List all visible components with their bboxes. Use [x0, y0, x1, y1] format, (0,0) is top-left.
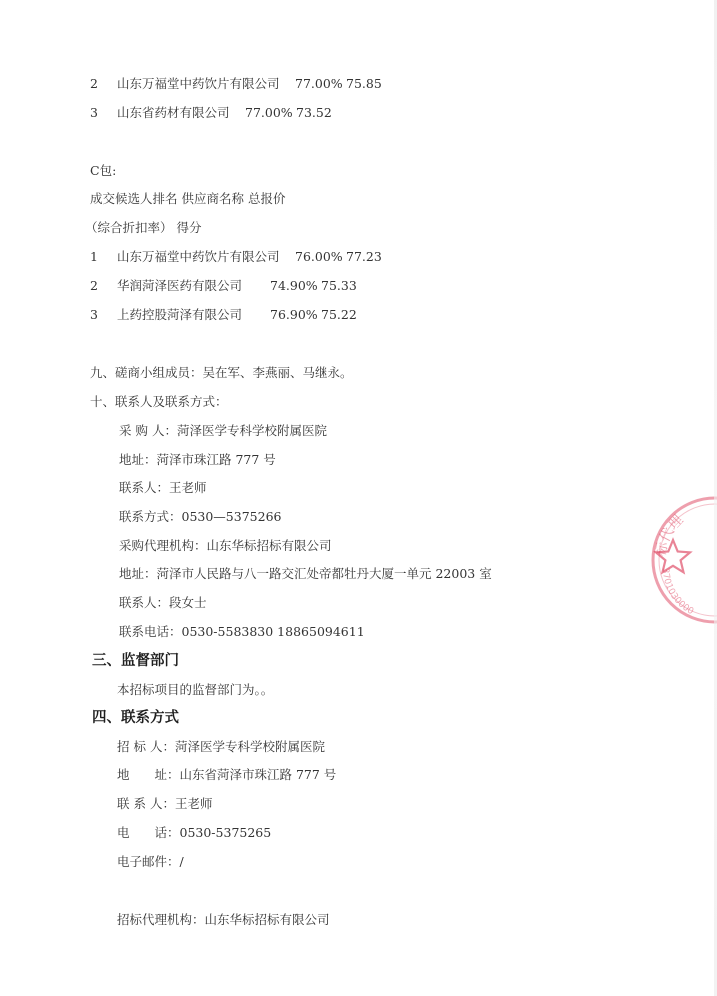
contact-phone: 电 话：0530-5375265 — [117, 825, 272, 840]
c-row-3-score: 75.22 — [321, 307, 357, 322]
c-row-2-company: 华润菏泽医药有限公司 — [117, 278, 243, 293]
b-row-2-rank: 2 — [90, 76, 98, 91]
c-row-1-discount: 76.00% — [295, 249, 343, 264]
c-package-title: C包: — [90, 163, 117, 178]
c-row-1-score: 77.23 — [346, 249, 382, 264]
b-row-2-company: 山东万福堂中药饮片有限公司 — [117, 76, 280, 91]
b-row-2-score: 75.85 — [346, 76, 382, 91]
contact-email: 电子邮件：/ — [117, 854, 184, 869]
c-package-header-2: （综合折扣率） 得分 — [85, 220, 202, 235]
supervision-text: 本招标项目的监督部门为。。 — [117, 682, 274, 697]
section-10-buyer-address: 地址：菏泽市珠江路 777 号 — [119, 452, 276, 467]
c-row-1-rank: 1 — [90, 249, 98, 264]
contact-tenderer: 招 标 人：菏泽医学专科学校附属医院 — [117, 739, 325, 754]
b-row-3-score: 73.52 — [296, 105, 332, 120]
section-10-title: 十、联系人及联系方式： — [90, 394, 228, 409]
section-10-agency-contact: 联系人：段女士 — [119, 595, 207, 610]
supervision-heading: 三、监督部门 — [92, 653, 179, 669]
official-seal — [645, 490, 717, 630]
section-9-panel-members: 九、磋商小组成员：吴在军、李燕丽、马继永。 — [90, 365, 353, 380]
contact-agency: 招标代理机构：山东华标招标有限公司 — [117, 912, 330, 927]
b-row-3-rank: 3 — [90, 105, 98, 120]
b-row-3-discount: 77.00% — [245, 105, 293, 120]
section-10-agency: 采购代理机构：山东华标招标有限公司 — [119, 538, 332, 553]
c-package-header-1: 成交候选人排名 供应商名称 总报价 — [90, 191, 286, 206]
b-row-3-company: 山东省药材有限公司 — [117, 105, 230, 120]
section-10-agency-phone: 联系电话：0530-5583830 18865094611 — [119, 624, 365, 639]
section-10-buyer-phone: 联系方式：0530—5375266 — [119, 509, 282, 524]
b-row-2-discount: 77.00% — [295, 76, 343, 91]
section-10-agency-address: 地址：菏泽市人民路与八一路交汇处帝都牡丹大厦一单元 22003 室 — [119, 566, 492, 581]
c-row-3-discount: 76.90% — [270, 307, 318, 322]
contact-address: 地 址：山东省菏泽市珠江路 777 号 — [117, 767, 337, 782]
c-row-1-company: 山东万福堂中药饮片有限公司 — [117, 249, 280, 264]
section-10-buyer-contact: 联系人：王老师 — [119, 480, 207, 495]
c-row-3-rank: 3 — [90, 307, 98, 322]
c-row-2-rank: 2 — [90, 278, 98, 293]
c-row-2-score: 75.33 — [321, 278, 357, 293]
contact-person: 联 系 人：王老师 — [117, 796, 213, 811]
c-row-3-company: 上药控股菏泽有限公司 — [117, 307, 243, 322]
section-10-buyer: 采 购 人：菏泽医学专科学校附属医院 — [119, 423, 327, 438]
official-seal-graphic — [645, 490, 717, 630]
c-row-2-discount: 74.90% — [270, 278, 318, 293]
contact-heading: 四、联系方式 — [92, 710, 179, 726]
seal-bottom-text: 3701030000 — [659, 567, 696, 618]
seal-top-text: 标代理 — [652, 512, 687, 558]
